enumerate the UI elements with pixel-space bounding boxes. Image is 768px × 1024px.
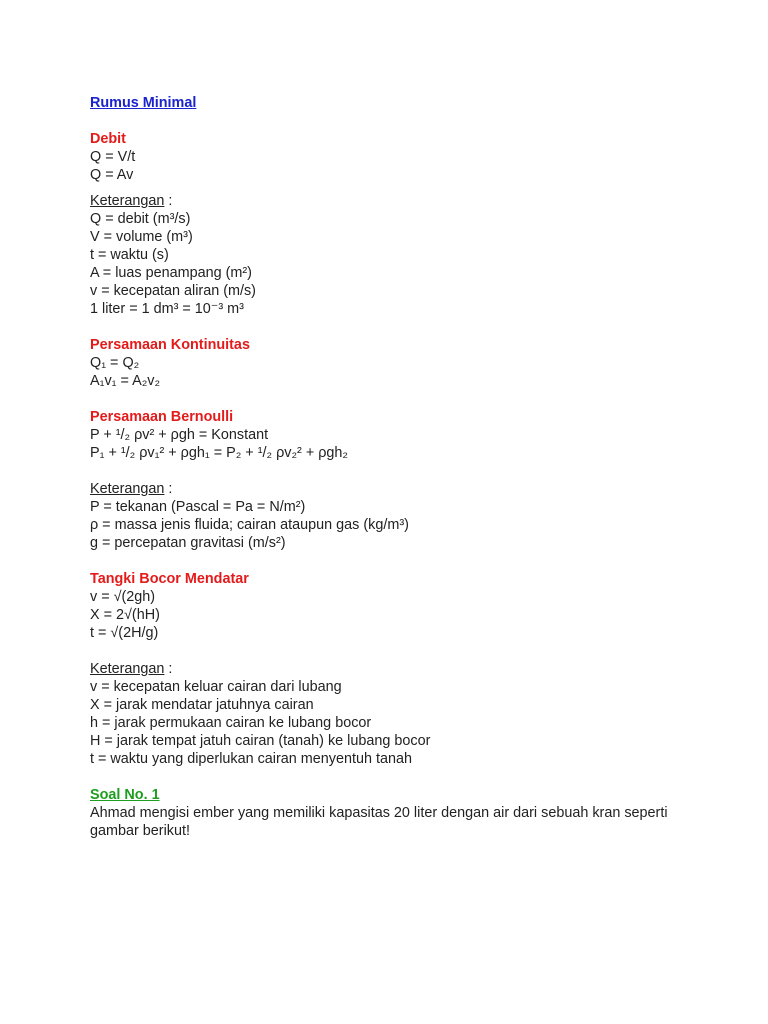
heading-bernoulli: Persamaan Bernoulli bbox=[90, 409, 234, 425]
note-debit-6: 1 liter = 1 dm³ = 10⁻³ m³ bbox=[90, 301, 244, 317]
note-debit-3: t = waktu (s) bbox=[90, 247, 169, 263]
formula-debit-2: Q = Av bbox=[90, 167, 134, 183]
formula-bernoulli-2: P₁ + ¹/₂ ρv₁² + ρgh₁ = P₂ + ¹/₂ ρv₂² + ρgh₂ bbox=[90, 445, 349, 461]
heading-soal-1[interactable]: Soal No. 1 bbox=[90, 787, 160, 803]
note-debit-4: A = luas penampang (m²) bbox=[90, 265, 252, 281]
note-debit-5: v = kecepatan aliran (m/s) bbox=[90, 283, 256, 299]
keterangan-label: Keterangan bbox=[90, 481, 165, 497]
note-tangki-5: t = waktu yang diperlukan cairan menyentuh tanah bbox=[90, 751, 412, 767]
formula-tangki-1: v = √(2gh) bbox=[90, 589, 156, 605]
formula-kontinuitas-2: A₁v₁ = A₂v₂ bbox=[90, 373, 161, 389]
note-bernoulli-1: P = tekanan (Pascal = Pa = N/m²) bbox=[90, 499, 306, 515]
formula-debit-1: Q = V/t bbox=[90, 149, 136, 165]
note-tangki-3: h = jarak permukaan cairan ke lubang bocor bbox=[90, 715, 372, 731]
keterangan-tangki: Keterangan : bbox=[90, 661, 173, 677]
heading-tangki: Tangki Bocor Mendatar bbox=[90, 571, 249, 587]
note-tangki-4: H = jarak tempat jatuh cairan (tanah) ke lubang bocor bbox=[90, 733, 431, 749]
keterangan-label: Keterangan bbox=[90, 661, 165, 677]
title-link[interactable]: Rumus Minimal bbox=[90, 95, 197, 111]
formula-kontinuitas-1: Q₁ = Q₂ bbox=[90, 355, 140, 371]
note-debit-2: V = volume (m³) bbox=[90, 229, 193, 245]
formula-bernoulli-1: P + ¹/₂ ρv² + ρgh = Konstant bbox=[90, 427, 269, 443]
heading-kontinuitas: Persamaan Kontinuitas bbox=[90, 337, 250, 353]
note-bernoulli-3: g = percepatan gravitasi (m/s²) bbox=[90, 535, 286, 551]
note-bernoulli-2: ρ = massa jenis fluida; cairan ataupun gas (kg/m³) bbox=[90, 517, 409, 533]
note-debit-1: Q = debit (m³/s) bbox=[90, 211, 191, 227]
keterangan-debit: Keterangan : bbox=[90, 193, 173, 209]
formula-tangki-2: X = 2√(hH) bbox=[90, 607, 160, 623]
note-tangki-1: v = kecepatan keluar cairan dari lubang bbox=[90, 679, 342, 695]
note-tangki-2: X = jarak mendatar jatuhnya cairan bbox=[90, 697, 314, 713]
soal-text: Ahmad mengisi ember yang memiliki kapasitas 20 liter dengan air dari sebuah kran seperti gambar berikut! bbox=[90, 805, 668, 839]
document-page bbox=[90, 94, 730, 840]
formula-tangki-3: t = √(2H/g) bbox=[90, 625, 159, 641]
keterangan-bernoulli: Keterangan : bbox=[90, 481, 173, 497]
keterangan-label: Keterangan bbox=[90, 193, 165, 209]
heading-debit: Debit bbox=[90, 131, 126, 147]
